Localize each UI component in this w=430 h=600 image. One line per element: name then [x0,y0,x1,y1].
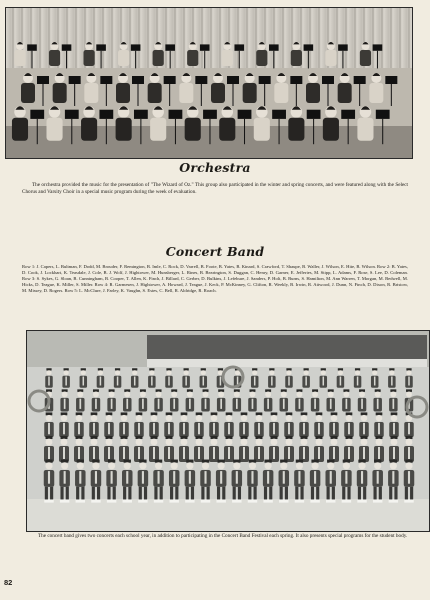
concert-band-caption: The concert band gives two concerts each school year, in addition to participating in the Concert Band Festival each spring. It also presents special programs for the student body. [38,533,408,539]
concert-band-roster: Row 1: J. Capers, L. Bultman, F. Dodd, M. Brouder, F. Remington, B. Imle, C. Rock, D. Varrell, B. Foote, B. Yates, B. Kinard, S. Crawford, T. Shaupe, B. Waller, J. Wilson, E. Hite, B. Wilson. Row 2: B. Yates, D. Cook, J. Lockhart, K. Teasdale, J. Cole, B. J. Wolf, J. Hightower, M. Hunsberger, L. Rines, B. Bearington, S. Duggan, C. Henry, D. Garner, E. Jefferies, M. Stipp, L. Adams, F. Rose, S. Lee, D. Coleman. Row 3: S. Sykes, G. Sloan, B. Cunningham, B. Cooper, T. Allen, K. Finch, J. Billard, C. Gerber, D. Bulkins, J. Lefebure, J. Sanders, P. Holt, B. Burns, S. Hamilton, M. Ann Warren, T. Morgan, M. Bedwell, M. Hicks, D. Teague, K. Miller, S. Miller. Row 4: R. Garmesen, J. Hightower, A. Howard, J. Teague, J. Keck, P. McKinney, G. Clifton, R. Weekly, B. Irwin, R. Attwood, J. Dunn, N. Finch, D. Dixon, R. Bristow, M. Missey, D. Rogers. Row 5: L. McClure, J. Farley, K. Vaughn, S. Estes, C. Bell, R. Aldridge, R. Roach. [22,264,408,293]
concert-band-heading: Concert Band [165,244,265,259]
orchestra-photo [5,7,413,159]
page-number: 82 [4,578,13,587]
orchestra-heading: Orchestra [179,160,251,175]
orchestra-caption: The orchestra provided the music for the presentation of "The Wizard of Oz." This group also participated in the winter and spring concerts, and were featured along with the Select Chorus and Varsity Choir in a special music program during the week of evaluation. [22,182,408,195]
concert-band-photo [26,330,430,532]
